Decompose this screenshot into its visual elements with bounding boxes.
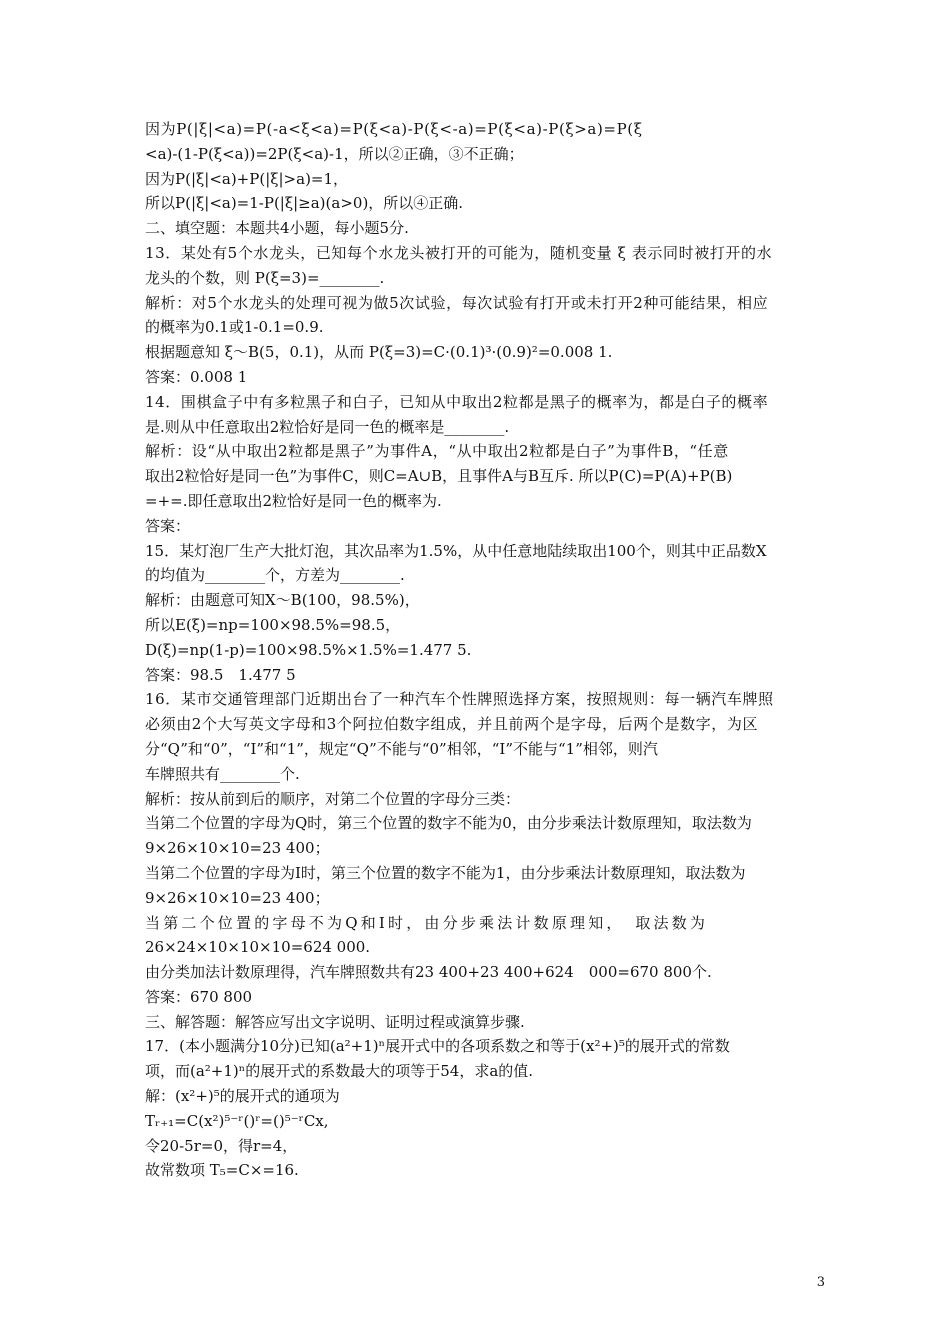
text-line: 由分类加法计数原理得，汽车牌照数共有23 400+23 400+624 000=670 800个. <box>145 963 712 982</box>
text-line: 令20-5r=0，得r=4， <box>145 1136 298 1155</box>
text-line: 项，而(a²+1)ⁿ的展开式的系数最大的项等于54，求a的值. <box>145 1062 534 1081</box>
text-line: 解：(x²+)⁵的展开式的通项为 <box>145 1087 340 1106</box>
answer-15: 答案：98.5 1.477 5 <box>145 665 296 684</box>
page-number: 3 <box>816 1275 825 1290</box>
text-line: 根据题意知 ξ～B(5，0.1)，从而 P(ξ=3)=C·(0.1)³·(0.9)²=0.008 1. <box>145 343 613 362</box>
text-line: D(ξ)=np(1-p)=100×98.5%×1.5%=1.477 5. <box>145 640 472 659</box>
question-17: 17．(本小题满分10分)已知(a²+1)ⁿ展开式中的各项系数之和等于(x²+)⁵的展开式的常数 <box>145 1037 730 1056</box>
text-line: 解析：由题意可知X～B(100，98.5%)， <box>145 591 420 610</box>
text-line: =+=.即任意取出2粒恰好是同一色的概率为. <box>145 491 442 510</box>
text-line: 9×26×10×10=23 400； <box>145 839 330 858</box>
text-line: 所以P(|ξ|<a)=1-P(|ξ|≥a)(a>0)，所以④正确. <box>145 194 464 213</box>
text-line: 龙头的个数，则 P(ξ=3)=________. <box>145 268 385 287</box>
question-16: 16．某市交通管理部门近期出台了一种汽车个性牌照选择方案，按照规则：每一辆汽车牌照 <box>145 690 774 709</box>
answer-13: 答案：0.008 1 <box>145 367 248 386</box>
formula-line: Tᵣ₊₁=C(x²)⁵⁻ʳ()ʳ=()⁵⁻ʳCx, <box>145 1111 329 1130</box>
text-line: <a)-(1-P(ξ<a))=2P(ξ<a)-1，所以②正确，③不正确； <box>145 144 524 163</box>
section-heading: 三、解答题：解答应写出文字说明、证明过程或演算步骤. <box>145 1012 525 1031</box>
text-line: 当第二个位置的字母为Q时，第三个位置的数字不能为0，由分步乘法计数原理知，取法数为 <box>145 814 752 833</box>
text-line: 故常数项 T₅=C×=16. <box>145 1161 299 1180</box>
text-line: 是.则从中任意取出2粒恰好是同一色的概率是________. <box>145 417 510 436</box>
text-line: 因为P(|ξ|<a)+P(|ξ|>a)=1， <box>145 169 349 188</box>
text-line: 9×26×10×10=23 400； <box>145 888 330 907</box>
text-line: 取出2粒恰好是同一色”为事件C，则C=A∪B，且事件A与B互斥. 所以P(C)=P(A)+P(B) <box>145 467 733 486</box>
answer-14: 答案： <box>145 516 191 535</box>
page-content <box>145 117 817 1183</box>
text-line: 解析：对5个水龙头的处理可视为做5次试验，每次试验有打开或未打开2种可能结果，相应 <box>145 293 769 312</box>
section-heading: 二、填空题：本题共4小题，每小题5分. <box>145 219 409 238</box>
text-line: 因为P(|ξ|<a)=P(-a<ξ<a)=P(ξ<a)-P(ξ<-a)=P(ξ<a)-P(ξ>a)=P(ξ <box>145 120 643 138</box>
text-line: 分“Q”和“0”，“I”和“1”，规定“Q”不能与“0”相邻，“I”不能与“1”相邻，则汽 <box>145 739 658 758</box>
text-line: 解析：按从前到后的顺序，对第二个位置的字母分三类： <box>145 789 521 808</box>
text-line: 车牌照共有________个. <box>145 764 300 783</box>
text-line: 必须由2个大写英文字母和3个阿拉伯数字组成，并且前两个是字母，后两个是数字，为区 <box>145 715 759 734</box>
text-line: 26×24×10×10×10=624 000. <box>145 938 371 957</box>
text-line: 当第二个位置的字母不为Q和I时，由分步乘法计数原理知， 取法数为 <box>145 913 709 932</box>
answer-16: 答案：670 800 <box>145 987 253 1006</box>
text-line: 解析：设“从中取出2粒都是黑子”为事件A，“从中取出2粒都是白子”为事件B，“任意 <box>145 442 729 461</box>
text-line: 的均值为________个，方差为________. <box>145 566 405 585</box>
text-line: 当第二个位置的字母为I时，第三个位置的数字不能为1，由分步乘法计数原理知，取法数为 <box>145 863 746 882</box>
question-15: 15．某灯泡厂生产大批灯泡，其次品率为1.5%，从中任意地陆续取出100个，则其中正品数X <box>145 541 767 560</box>
text-line: 所以E(ξ)=np=100×98.5%=98.5， <box>145 615 401 634</box>
question-13: 13．某处有5个水龙头，已知每个水龙头被打开的可能为，随机变量 ξ 表示同时被打开的水 <box>145 243 773 262</box>
text-line: 的概率为0.1或1-0.1=0.9. <box>145 318 324 337</box>
question-14: 14．围棋盒子中有多粒黑子和白子，已知从中取出2粒都是黑子的概率为，都是白子的概率 <box>145 392 769 411</box>
